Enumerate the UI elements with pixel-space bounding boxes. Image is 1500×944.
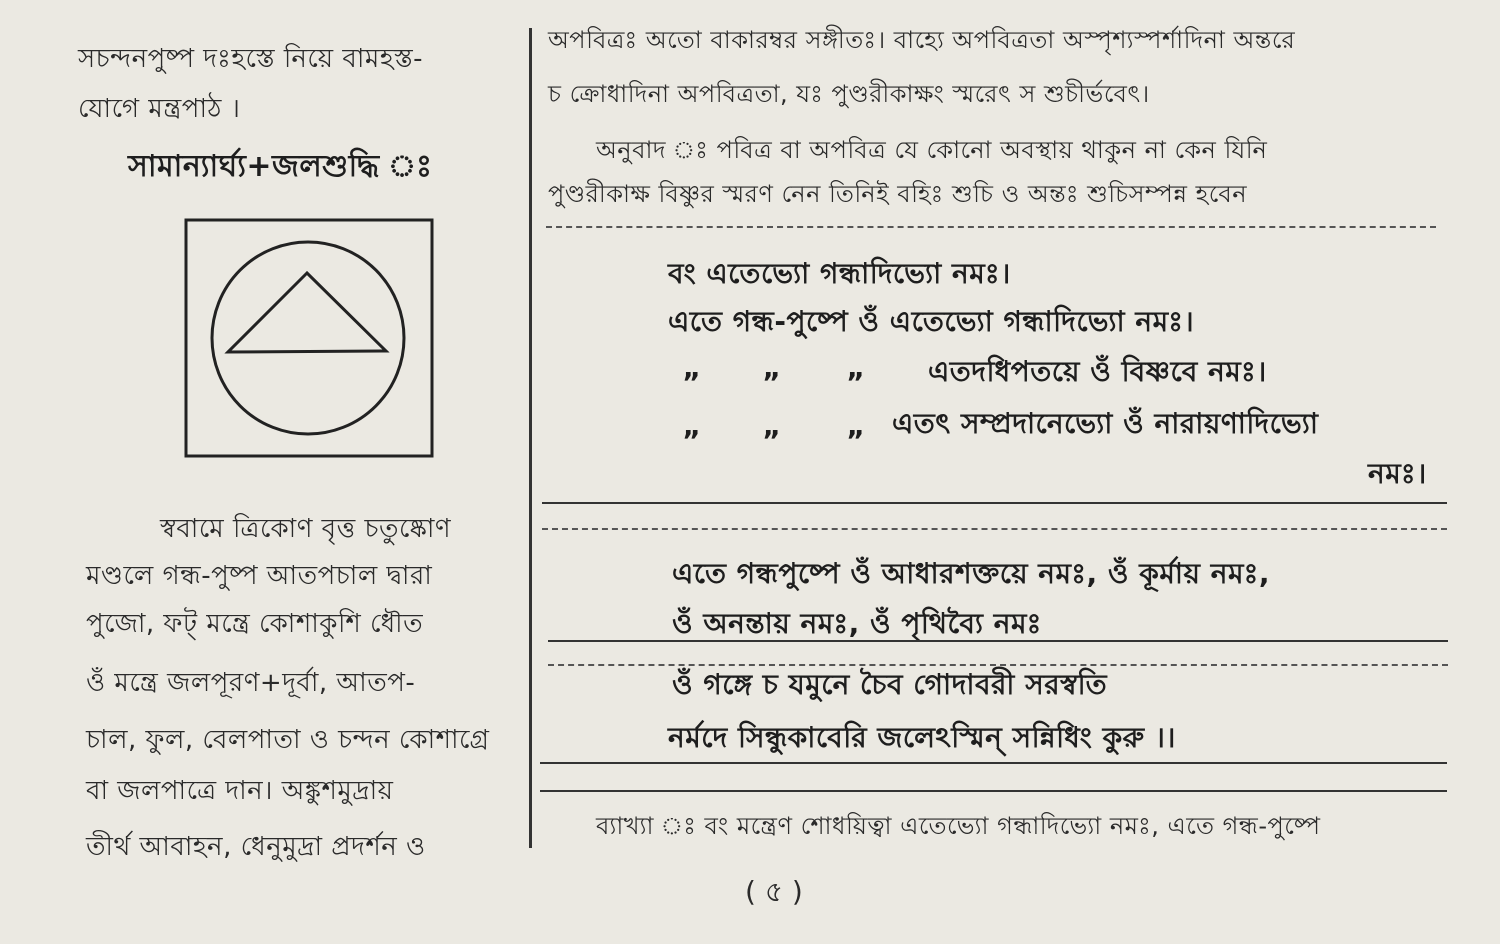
left-para2-line4: ওঁ মন্ত্রে জলপূরণ+দূর্বা, আতপ- — [86, 668, 416, 698]
anuvad-line2: পুণ্ডরীকাক্ষ বিষ্ণুর স্মরণ নেন তিনিই বহিঃ শুচি ও অন্তঃ শুচিসম্পন্ন হবেন — [548, 180, 1248, 208]
mantra3-line2: নর্মদে সিন্ধুকাবেরি জলেঽস্মিন্ সন্নিধিং কুরু ।। — [668, 721, 1176, 754]
ditto-mark: ” — [762, 424, 781, 457]
mantra3-line1: ওঁ গঙ্গে চ যমুনে চৈব গোদাবরী সরস্বতি — [672, 668, 1108, 701]
mantra1-line4: এতৎ সম্প্রদানেভ্যো ওঁ নারায়ণাদিভ্যো — [892, 407, 1319, 440]
left-para2-line5: চাল, ফুল, বেলপাতা ও চন্দন কোশাগ্রে — [86, 725, 490, 755]
mantra2-line1: এতে গন্ধপুষ্পে ওঁ আধারশক্তয়ে নমঃ, ওঁ কূর্মায় নমঃ, — [672, 557, 1271, 590]
left-para2-line1: স্ববামে ত্রিকোণ বৃত্ত চতুষ্কোণ — [160, 514, 452, 544]
divider-line-4 — [540, 790, 1447, 792]
yantra-diagram — [184, 218, 434, 458]
ditto-mark: ” — [846, 424, 865, 457]
section-heading: সামান্যার্ঘ্য+জলশুদ্ধি ঃ — [128, 149, 433, 184]
triangle-shape — [228, 273, 386, 352]
divider-line-1 — [542, 502, 1447, 504]
mantra1-line5: নমঃ। — [1368, 457, 1427, 490]
page-number: ( ৫ ) — [745, 875, 803, 908]
column-divider — [529, 28, 532, 848]
square-shape — [186, 220, 432, 456]
mantra1-line3: এতদধিপতয়ে ওঁ বিষ্ণবে নমঃ। — [928, 355, 1267, 388]
left-para2-line6: বা জলপাত্রে দান। অঙ্কুশমুদ্রায় — [86, 776, 394, 806]
anuvad-line1: অনুবাদ ঃ পবিত্র বা অপবিত্র যে কোনো অবস্থায় থাকুন না কেন যিনি — [596, 136, 1268, 164]
left-para1-line1: সচন্দনপুষ্প দঃহস্তে নিয়ে বামহস্ত- — [78, 44, 424, 74]
ditto-mark: ” — [846, 366, 865, 399]
divider-line-3 — [540, 762, 1447, 764]
right-top-line1: অপবিত্রঃ অতো বাকারম্বর সঙ্গীতঃ। বাহ্যে অপবিত্রতা অস্পৃশ্যস্পর্শাদিনা অন্তরে — [548, 26, 1296, 54]
ditto-mark: ” — [682, 366, 701, 399]
left-para2-line3: পুজো, ফট্ মন্ত্রে কোশাকুশি ধৌত — [86, 609, 424, 639]
mantra1-line2: এতে গন্ধ-পুষ্পে ওঁ এতেভ্যো গন্ধাদিভ্যো নমঃ। — [668, 305, 1195, 338]
ditto-mark: ” — [762, 366, 781, 399]
left-para2-line7: তীর্থ আবাহন, ধেনুমুদ্রা প্রদর্শন ও — [86, 832, 426, 862]
right-top-line2: চ ক্রোধাদিনা অপবিত্রতা, যঃ পুণ্ডরীকাক্ষং স্মরেৎ স শুচীর্ভবেৎ। — [548, 80, 1150, 108]
divider-dashed-1 — [546, 226, 1436, 228]
left-para2-line2: মণ্ডলে গন্ধ-পুষ্প আতপচাল দ্বারা — [86, 561, 433, 591]
divider-line-2 — [548, 640, 1448, 642]
vyakhya-line: ব্যাখ্যা ঃ বং মন্ত্রেণ শোধয়িত্বা এতেভ্যো গন্ধাদিভ্যো নমঃ, এতে গন্ধ-পুষ্পে — [596, 812, 1321, 840]
divider-dashed-2 — [542, 528, 1447, 530]
mantra2-line2: ওঁ অনন্তায় নমঃ, ওঁ পৃথিব্যৈ নমঃ — [672, 607, 1042, 640]
left-para1-line2: যোগে মন্ত্রপাঠ । — [78, 94, 241, 124]
ditto-mark: ” — [682, 424, 701, 457]
mantra1-line1: বং এতেভ্যো গন্ধাদিভ্যো নমঃ। — [668, 257, 1011, 290]
